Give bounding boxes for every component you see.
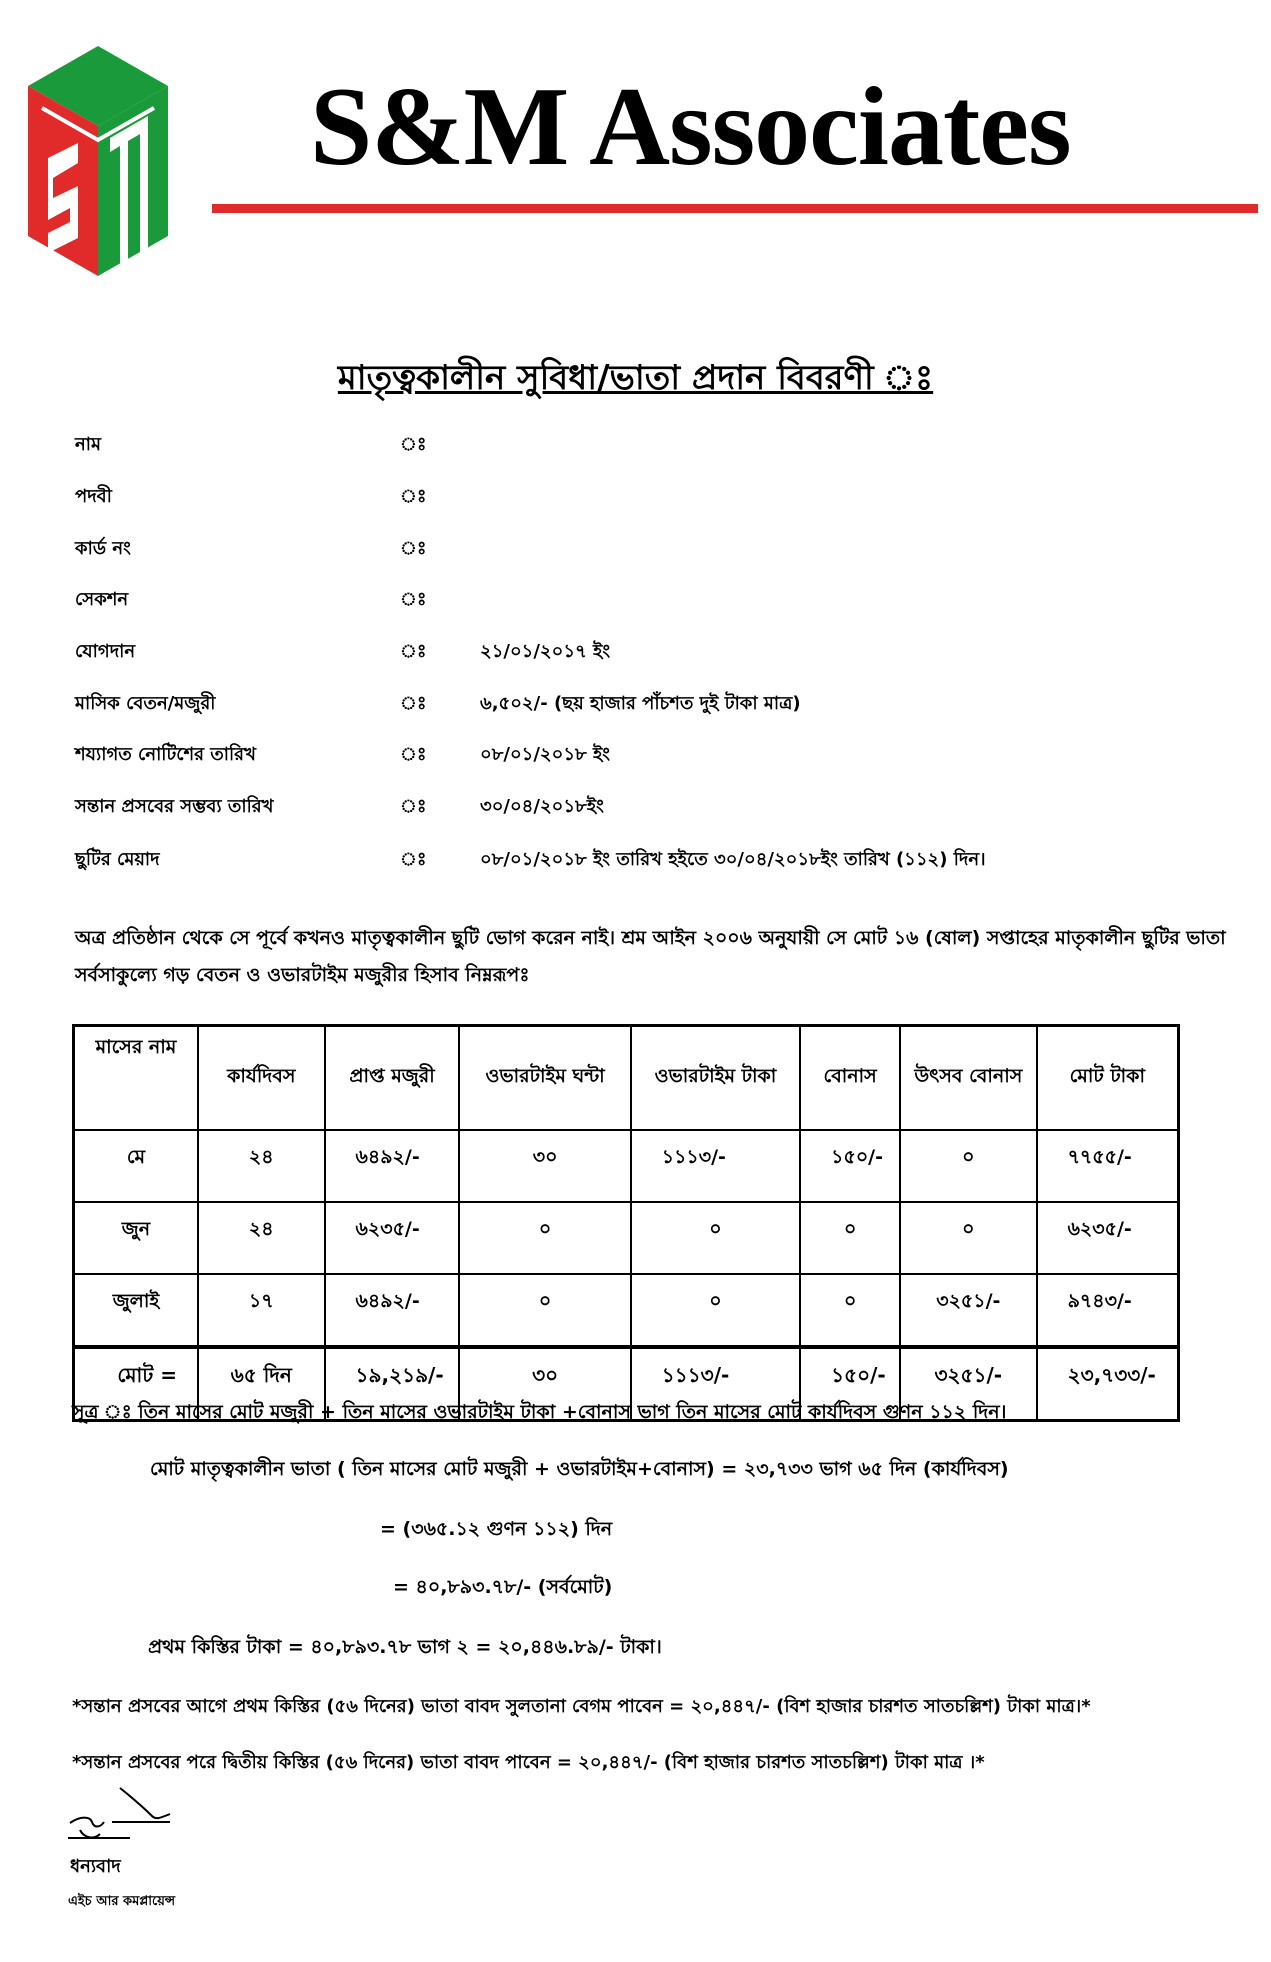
table-cell: ৯৭৪৩/- xyxy=(1037,1274,1179,1347)
table-cell: ১৫০/- xyxy=(800,1130,900,1202)
table-cell: ১৭ xyxy=(198,1274,325,1347)
field-label: সেকশন xyxy=(75,589,129,610)
table-cell: ৬৪৯২/- xyxy=(325,1130,460,1202)
table-cell: ৩২৫১/- xyxy=(900,1347,1037,1421)
column-header: ওভারটাইম ঘন্টা xyxy=(459,1026,630,1131)
company-logo xyxy=(8,38,186,278)
field-value: ৬,৫০২/- (ছয় হাজার পাঁচশত দুই টাকা মাত্র) xyxy=(480,693,801,714)
table-header-row xyxy=(74,1026,1179,1131)
table-cell: ০ xyxy=(900,1202,1037,1274)
field-colon: ঃ xyxy=(400,641,427,662)
table-cell: ১১১৩/- xyxy=(631,1347,800,1421)
table-row xyxy=(74,1202,1179,1274)
table-cell: ০ xyxy=(631,1274,800,1347)
table-cell: ০ xyxy=(800,1202,900,1274)
wage-calculation-table xyxy=(72,1024,1180,1422)
field-colon: ঃ xyxy=(400,434,427,455)
table-cell: ৩২৫১/- xyxy=(900,1274,1037,1347)
table-cell: ৭৭৫৫/- xyxy=(1037,1130,1179,1202)
field-value: ০৮/০১/২০১৮ ইং xyxy=(480,744,611,765)
table-row xyxy=(74,1130,1179,1202)
table-cell: ০ xyxy=(800,1274,900,1347)
column-header: বোনাস xyxy=(800,1026,900,1131)
document-title: মাতৃত্বকালীন সুবিধা/ভাতা প্রদান বিবরণী ঃ xyxy=(337,358,934,398)
field-colon: ঃ xyxy=(400,744,427,765)
field-label: সন্তান প্রসবের সম্ভব্য তারিখ xyxy=(75,796,274,817)
field-value: ২১/০১/২০১৭ ইং xyxy=(480,641,611,662)
table-cell: জুন xyxy=(74,1202,198,1274)
column-header: মাসের নাম xyxy=(74,1026,198,1131)
table-cell: ৬২৩৫/- xyxy=(1037,1202,1179,1274)
calculation-step-2: = ৪০,৮৯৩.৭৮/- (সর্বমোট) xyxy=(393,1576,613,1598)
table-cell: ০ xyxy=(631,1202,800,1274)
field-colon: ঃ xyxy=(400,849,427,870)
column-header: কার্যদিবস xyxy=(198,1026,325,1131)
field-colon: ঃ xyxy=(400,693,427,714)
field-label: ছুটির মেয়াদ xyxy=(75,849,160,870)
table-cell: ০ xyxy=(459,1274,630,1347)
signature xyxy=(60,1778,180,1850)
table-cell: জুলাই xyxy=(74,1274,198,1347)
field-label: মাসিক বেতন/মজুরী xyxy=(75,693,216,714)
column-header: উৎসব বোনাস xyxy=(900,1026,1037,1131)
table-cell: ৩০ xyxy=(459,1130,630,1202)
eligibility-paragraph: অত্র প্রতিষ্ঠান থেকে সে পূর্বে কখনও মাতৃত্বকালীন ছুটি ভোগ করেন নাই। শ্রম আইন ২০০৬ অনুযায়ী সে মোট ১৬ (ষোল) সপ্তাহের মাতৃকালীন ছুটির ভাতা সর্বসাকুল্যে গড় বেতন ও ওভারটাইম মজুরীর হিসাব নিম্নরূপঃ xyxy=(75,927,1226,986)
table-cell: ৬২৩৫/- xyxy=(325,1202,460,1274)
table-cell: ১১১৩/- xyxy=(631,1130,800,1202)
table-cell: ৬৪৯২/- xyxy=(325,1274,460,1347)
note-first-installment: *সন্তান প্রসবের আগে প্রথম কিস্তির (৫৬ দিনের) ভাতা বাবদ সুলতানা বেগম পাবেন = ২০,৪৪৭/- (বিশ হাজার চারশত সাতচল্লিশ) টাকা মাত্র।* xyxy=(72,1696,1091,1717)
table-cell: ২৩,৭৩৩/- xyxy=(1037,1347,1179,1421)
field-colon: ঃ xyxy=(400,538,427,559)
table-cell: ০ xyxy=(459,1202,630,1274)
field-colon: ঃ xyxy=(400,796,427,817)
field-colon: ঃ xyxy=(400,486,427,507)
field-label: যোগদান xyxy=(75,641,136,662)
column-header: মোট টাকা xyxy=(1037,1026,1179,1131)
header-divider xyxy=(212,204,1258,213)
table-cell: ২৪ xyxy=(198,1202,325,1274)
field-label: শয্যাগত নোটিশের তারিখ xyxy=(75,744,256,765)
calculation-step-1: = (৩৬৫.১২ গুণন ১১২) দিন xyxy=(380,1518,613,1540)
table-cell: ৩০ xyxy=(459,1347,630,1421)
total-allowance-line: মোট মাতৃত্বকালীন ভাতা ( তিন মাসের মোট মজুরী + ওভারটাইম+বোনাস) = ২৩,৭৩৩ ভাগ ৬৫ দিন (কার্যদিবস) xyxy=(150,1458,1009,1480)
field-colon: ঃ xyxy=(400,589,427,610)
field-label: কার্ড নং xyxy=(75,538,131,559)
field-label: পদবী xyxy=(75,486,112,507)
company-name: S&M Associates xyxy=(310,65,1071,189)
field-value: ০৮/০১/২০১৮ ইং তারিখ হইতে ৩০/০৪/২০১৮ইং তারিখ (১১২) দিন। xyxy=(480,849,986,870)
table-cell: ১৯,২১৯/- xyxy=(325,1347,460,1421)
table-cell: ৬৫ দিন xyxy=(198,1347,325,1421)
thanks-text: ধন্যবাদ xyxy=(70,1856,121,1877)
table-row xyxy=(74,1274,1179,1347)
department-name: এইচ আর কমপ্লায়েন্স xyxy=(68,1894,176,1909)
first-installment-line: প্রথম কিস্তির টাকা = ৪০,৮৯৩.৭৮ ভাগ ২ = ২০,৪৪৬.৮৯/- টাকা। xyxy=(148,1636,662,1658)
formula-line: সূত্র ঃ তিন মাসের মোট মজুরী + তিন মাসের ওভারটাইম টাকা +বোনাস ভাগ তিন মাসের মোট কার্যদিবস গুণন ১১২ দিন। xyxy=(72,1401,1007,1423)
note-second-installment: *সন্তান প্রসবের পরে দ্বিতীয় কিস্তির (৫৬ দিনের) ভাতা বাবদ পাবেন = ২০,৪৪৭/- (বিশ হাজার চারশত সাতচল্লিশ) টাকা মাত্র ।* xyxy=(72,1752,985,1773)
column-header: প্রাপ্ত মজুরী xyxy=(325,1026,460,1131)
table-cell: মোট = xyxy=(74,1347,198,1421)
table-cell: ১৫০/- xyxy=(800,1347,900,1421)
field-value: ৩০/০৪/২০১৮ইং xyxy=(480,796,604,817)
column-header: ওভারটাইম টাকা xyxy=(631,1026,800,1131)
table-cell: ২৪ xyxy=(198,1130,325,1202)
field-label: নাম xyxy=(75,434,101,455)
table-cell: মে xyxy=(74,1130,198,1202)
table-cell: ০ xyxy=(900,1130,1037,1202)
